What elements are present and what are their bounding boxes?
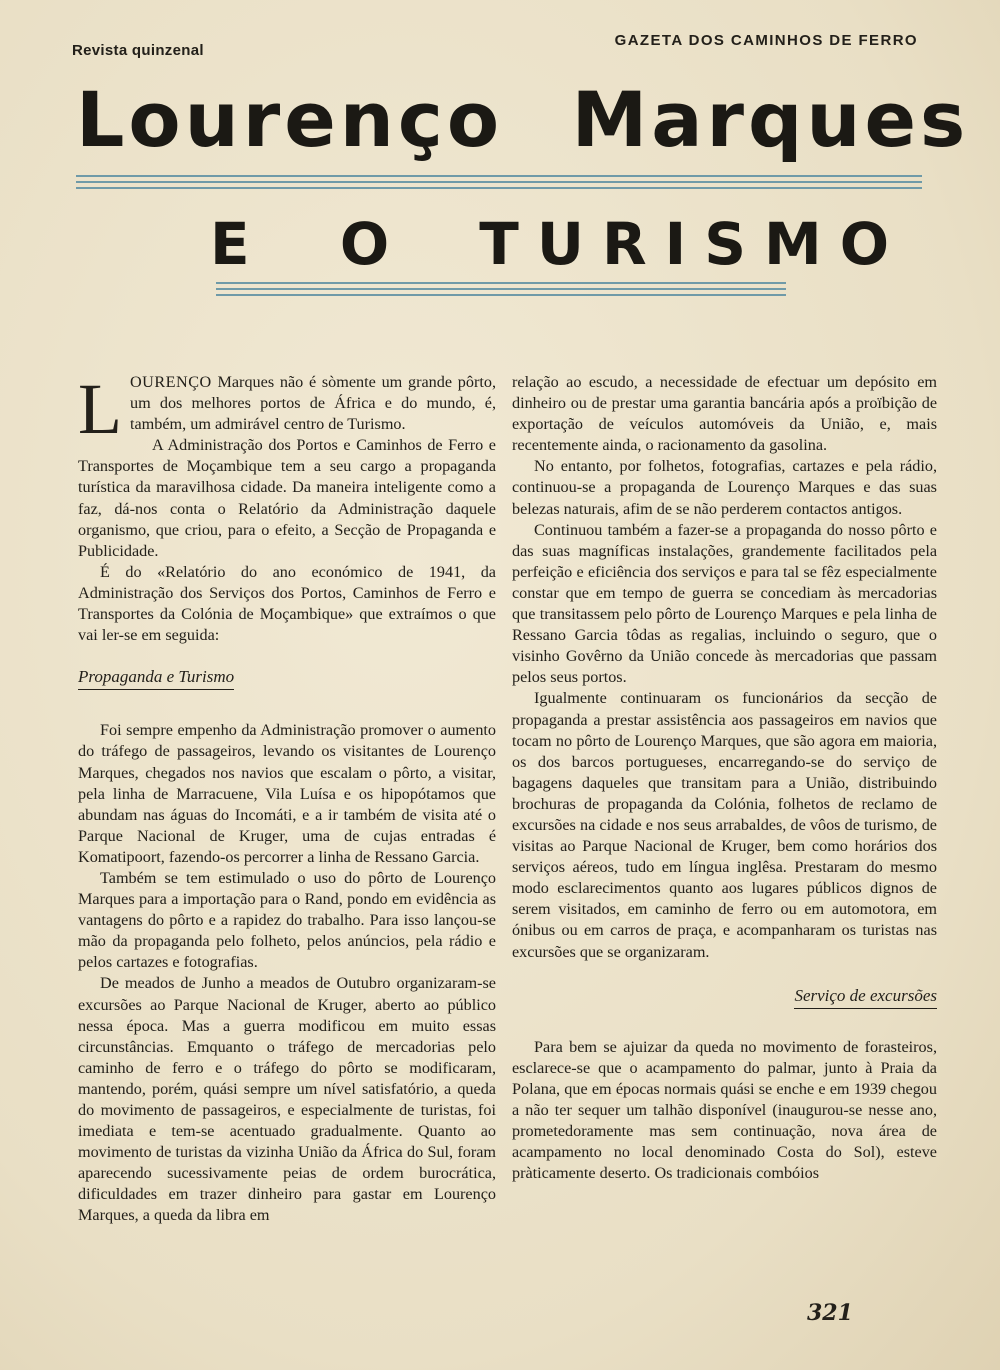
paragraph: Igualmente continuaram os funcionários da secção de propaganda a prestar assistência aos passageiros em navios que tocam no pôrto de Lourenço Marques, que são agora em maioria, os dos barcos portugueses, encarregando-se do serviço de bagagens daqueles que transitam para a União, distribuindo brochuras de propaganda da Colónia, folhetos de reclamo de excursões na cidade e nos seus arrabaldes, de vôos de turismo, de visitas ao Parque Nacional de Kruger, bem como horários dos serviços aéreos, tudo em língua inglêsa. Prestaram do mesmo modo esclarecimentos quanto aos lugares públicos dignos de serem visitados, em caminho de ferro ou em automotora, em ónibus ou em carros de praça, e acompanharam os turistas nas excursões que se organizaram.: [512, 689, 937, 961]
section-heading-wrap: [78, 666, 496, 690]
running-header-left: Revista quinzenal: [72, 42, 204, 59]
section-heading-wrap: [512, 985, 937, 1009]
paragraph: Foi sempre empenho da Administração promover o aumento do tráfego de passageiros, levando os visitantes de Lourenço Marques, chegados nos navios que escalam o pôrto, a visitar, pela linha de Marracuene, Vila Luísa e os hipopótamos que abundam nas águas do Incomáti, e a ir também de visita até o Parque Nacional de Kruger, uma de cujas entradas é Komatipoort, fazendo-os percorrer a linha de Ressano Garcia.: [78, 721, 496, 866]
left-column: [78, 369, 496, 1227]
drop-cap: L: [78, 369, 122, 449]
intro-text: Marques não é sòmente um grande pôrto, um dos melhores portos de África e do mundo, é, também, um admirável centro de Turismo.: [129, 373, 496, 434]
running-header-right: GAZETA DOS CAMINHOS DE FERRO: [614, 32, 918, 49]
intro-caps: OURENÇO: [129, 373, 212, 391]
title-rule-bottom: [216, 282, 786, 300]
section-heading-propaganda: Propaganda e Turismo: [78, 666, 234, 690]
paragraph: De meados de Junho a meados de Outubro organizaram-se excursões ao Parque Nacional de Kruger, aberto ao público nessa época. Mas a guerra modificou em muito essas circunstâncias. Emquanto o tráfego de mercadorias pelo caminho de ferro e o tráfego do pôrto se modificaram, mantendo, porém, quási sempre um nível satisfatório, a queda do movimento de passageiros, e especialmente de turistas, foi imediata e tem-se acentuado gradualmente. Quanto ao movimento de turistas da vizinha União da África do Sul, foram aparecendo sucessivamente peias de ordem burocrática, dificuldades em trazer dinheiro para gastar em Lourenço Marques, a queda da libra em: [78, 974, 496, 1225]
title-rule-top: [76, 175, 922, 193]
section-heading-excursoes: Serviço de excursões: [794, 985, 937, 1009]
paragraph: Também se tem estimulado o uso do pôrto de Lourenço Marques para a importação para o Rand, pondo em evidência as vantagens do pôrto e a rapidez do trabalho. Para isso lançou-se mão da propaganda pelo folheto, pelos anúncios, pela rádio e pelos cartazes e fotografias.: [78, 868, 496, 972]
page-number: 321: [807, 1300, 853, 1326]
paragraph: No entanto, por folhetos, fotografias, cartazes e pela rádio, continuou-se a propaganda de Lourenço Marques e das suas belezas naturais, afim de se não perderem contactos antigos.: [512, 457, 937, 518]
paragraph: É do «Relatório do ano económico de 1941, da Administração dos Serviços dos Portos, Caminhos de Ferro e Transportes da Colónia de Moçambique» que extraímos o que vai ler-se em seguida:: [78, 562, 496, 645]
article-title: Lourenço Marques: [76, 75, 970, 164]
paragraph: Continuou também a fazer-se a propaganda do nosso pôrto e das suas magníficas instalações, grandemente facilitados pela perfeição e eficiência dos serviços e para tal se fêz especialmente constar que em tempo de guerra se concediam às mercadorias que transitassem pelo pôrto de Lourenço Marques e pela linha de Ressano Garcia tôdas as regalias, incluindo o seguro, que o visinho Govêrno da União concede às mercadorias que passam pelos seus portos.: [512, 520, 937, 687]
intro-paragraph: [78, 369, 496, 449]
paragraph: relação ao escudo, a necessidade de efectuar um depósito em dinheiro ou de prestar uma garantia bancária após a proïbição de exportação de veículos automóveis da União, e, mais recentemente ainda, o racionamento da gasolina.: [512, 373, 937, 455]
article-subtitle: E O TURISMO: [210, 210, 908, 278]
paragraph: Para bem se ajuizar da queda no movimento de forasteiros, esclarece-se que o acampamento do palmar, junto à Praia da Polana, que em épocas normais quási se enche e em 1939 chegou a não ter sequer um talhão disponível (inaugurou-se nesse ano, prometedoramente mas sem continuação, nova área de acampamento no local denominado Costa do Sol), esteve pràticamente deserto. Os tradicionais combóios: [512, 1037, 937, 1183]
right-column: [512, 372, 937, 1184]
paragraph: A Administração dos Portos e Caminhos de Ferro e Transportes de Moçambique tem a seu cargo a propaganda turística da maravilhosa cidade. Da maneira inteligente como a faz, dá-nos conta o Relatório da Administração daquele organismo, que criou, para o efeito, a Secção de Propaganda e Publicidade.: [78, 436, 496, 560]
